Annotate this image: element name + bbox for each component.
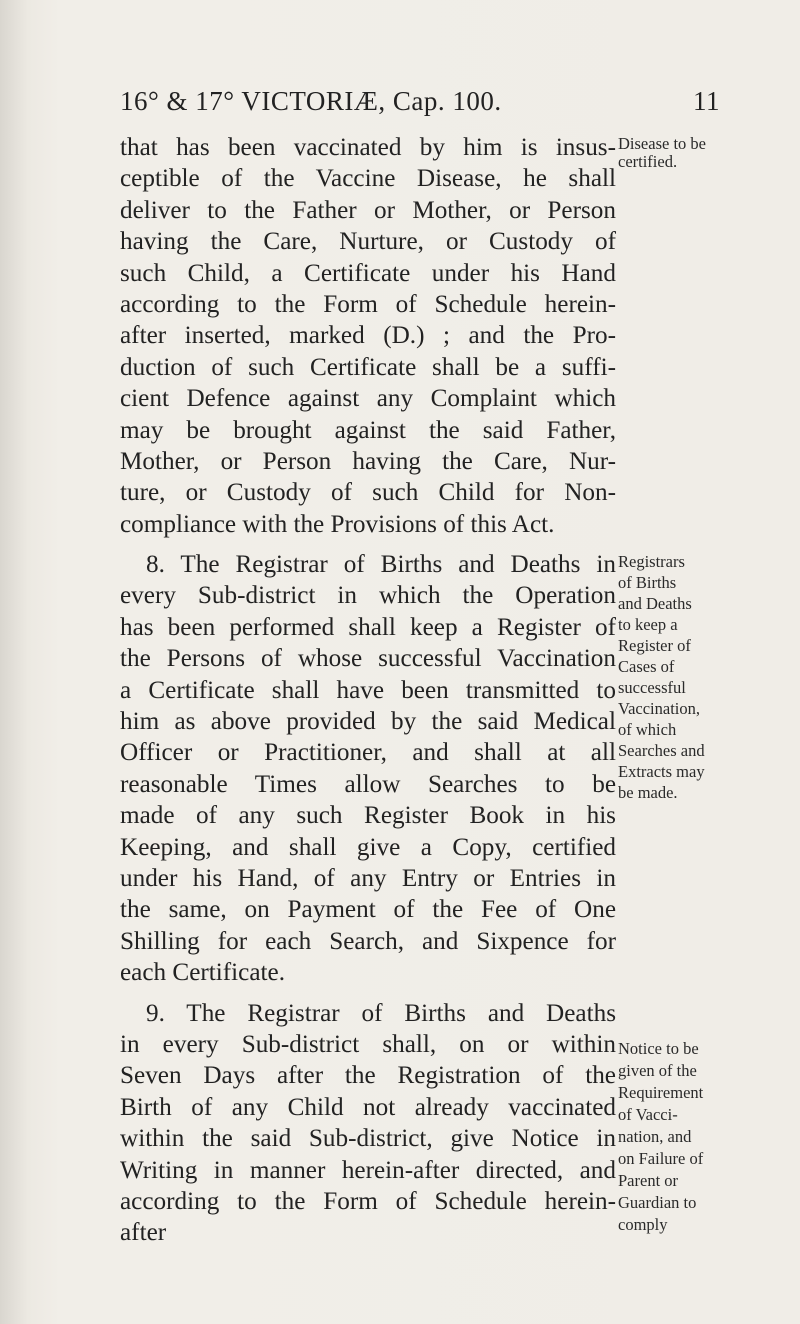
note-line: successful (618, 678, 686, 697)
note-line: nation, and (618, 1127, 692, 1146)
margin-note-disease-certified (618, 135, 706, 171)
text-line: 8. The Registrar of Births and Deaths in (146, 551, 616, 579)
text-line: every Sub-district in which the Operation (120, 582, 616, 610)
text-line: according to the Form of Schedule herein- (120, 1187, 616, 1215)
note-line: of Births (618, 573, 677, 592)
text-line: has been performed shall keep a Register of (120, 613, 616, 641)
body-text (120, 132, 616, 1258)
text-line: within the said Sub-district, give Notice in (120, 1125, 616, 1153)
note-line: Requirement (618, 1083, 704, 1102)
margin-note-notice (618, 1038, 703, 1236)
text-line: the Persons of whose successful Vaccination (120, 645, 616, 673)
note-line: Guardian to (618, 1193, 697, 1212)
text-line: 9. The Registrar of Births and Deaths (146, 999, 616, 1027)
text-line: ture, or Custody of such Child for Non- (120, 479, 616, 507)
text-line: Officer or Practitioner, and shall at all (120, 739, 616, 767)
running-title: 16° & 17° VICTORIÆ, Cap. 100. (120, 86, 502, 116)
text-line: cient Defence against any Complaint which (120, 385, 616, 413)
text-line: made of any such Register Book in his (120, 802, 616, 830)
page-number: 11 (693, 86, 720, 116)
text-line: such Child, a Certificate under his Hand (120, 259, 616, 287)
text-line: Seven Days after the Registration of the (120, 1062, 616, 1090)
text-line: reasonable Times allow Searches to be (120, 770, 616, 798)
note-line: Cases of (618, 657, 675, 676)
section-8 (120, 549, 616, 988)
text-line: duction of such Certificate shall be a suffi- (120, 353, 616, 381)
text-line: ceptible of the Vaccine Disease, he shall (120, 165, 616, 193)
text-line: deliver to the Father or Mother, or Person (120, 196, 616, 224)
text-line: him as above provided by the said Medical (120, 708, 616, 736)
note-line: given of the (618, 1061, 697, 1080)
note-line: of Vacci- (618, 1105, 678, 1124)
note-line: Registrars (618, 552, 685, 571)
text-line: according to the Form of Schedule herein- (120, 290, 616, 318)
text-line: that has been vaccinated by him is insus- (120, 134, 616, 161)
note-line: to keep a (618, 615, 678, 634)
text-line: having the Care, Nurture, or Custody of (120, 228, 616, 256)
note-line: Notice to be (618, 1039, 699, 1058)
catchword: after (120, 1219, 167, 1247)
note-line: Register of (618, 636, 691, 655)
text-line: may be brought against the said Father, (120, 416, 616, 444)
note-line: and Deaths (618, 594, 692, 613)
note-line: on Failure of (618, 1149, 704, 1168)
note-line: Searches and (618, 741, 705, 760)
paragraph-continuation (120, 132, 616, 540)
text-line: the same, on Payment of the Fee of One (120, 896, 616, 924)
note-line: be made. (618, 783, 678, 802)
text-line: Shilling for each Search, and Sixpence for (120, 927, 616, 955)
note-line: Disease to be (618, 134, 706, 153)
text-line: after inserted, marked (D.) ; and the Pro- (120, 322, 616, 350)
note-line: of which (618, 720, 677, 739)
text-line: Birth of any Child not already vaccinated (120, 1093, 616, 1121)
text-line: compliance with the Provisions of this Act. (120, 510, 555, 538)
section-9 (120, 998, 616, 1249)
note-line: Vaccination, (618, 699, 701, 718)
text-line: in every Sub-district shall, on or within (120, 1030, 616, 1058)
text-line: each Certificate. (120, 959, 286, 987)
note-line: certified. (618, 152, 678, 171)
text-line: Writing in manner herein-after directed, and (120, 1156, 616, 1184)
text-line: Keeping, and shall give a Copy, certified (120, 833, 616, 861)
text-line: a Certificate shall have been transmitted to (120, 676, 616, 704)
text-line: Mother, or Person having the Care, Nur- (120, 447, 616, 475)
note-line: comply (618, 1215, 668, 1234)
page-header (120, 86, 720, 126)
text-line: under his Hand, of any Entry or Entries in (120, 864, 616, 892)
margin-note-registrars (618, 551, 705, 803)
note-line: Extracts may (618, 762, 705, 781)
note-line: Parent or (618, 1171, 679, 1190)
